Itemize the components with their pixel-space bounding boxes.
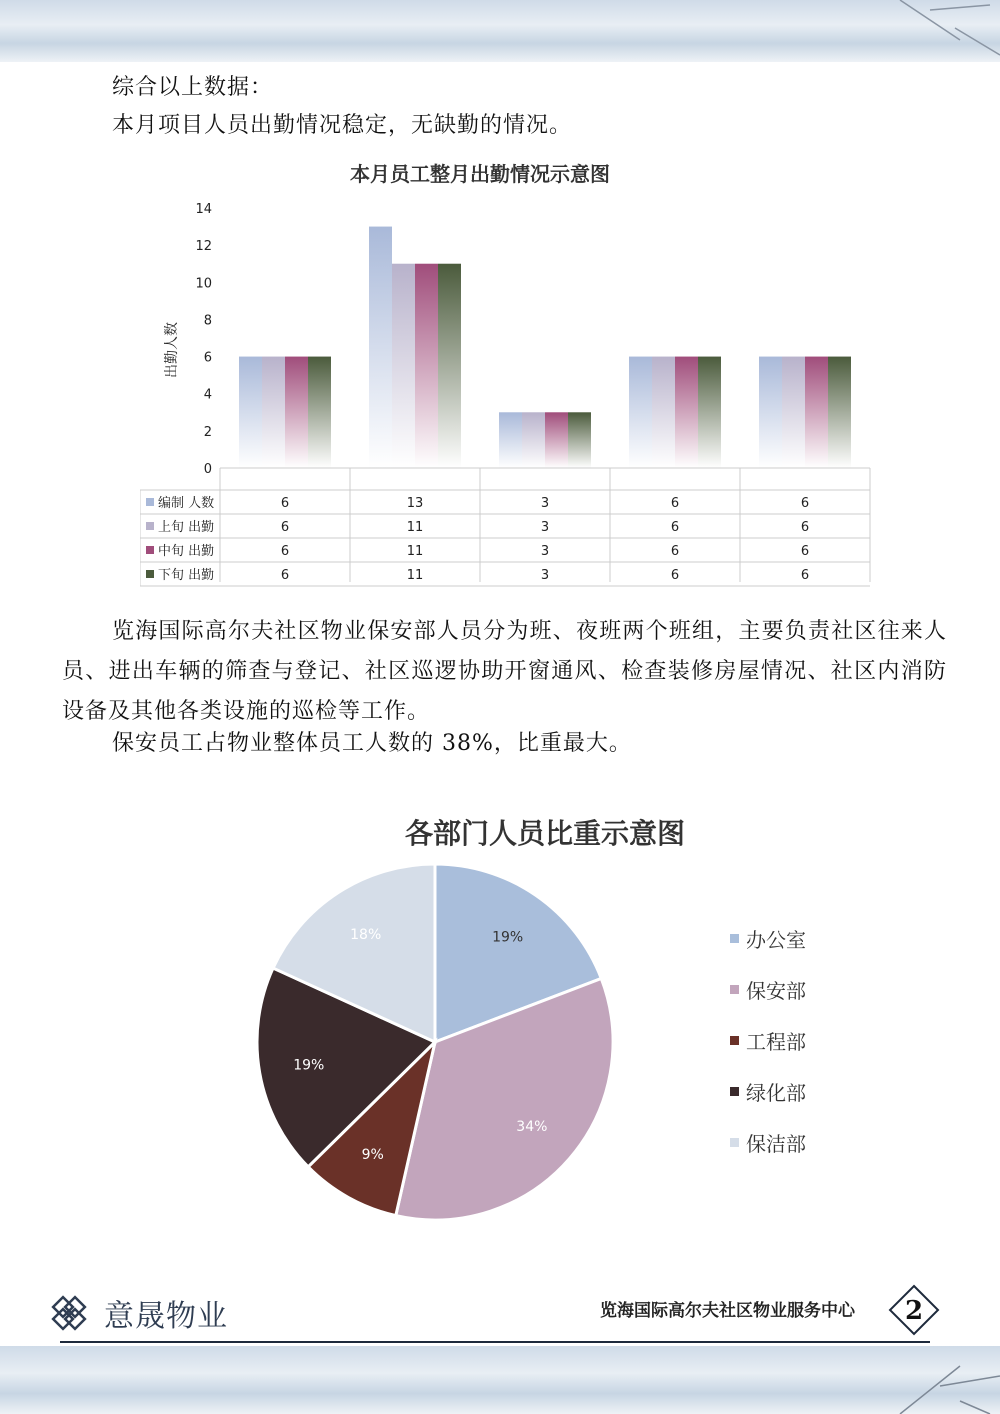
pie-legend-label-2: 工程部	[746, 1030, 806, 1054]
pie-legend-swatch-3	[730, 1087, 739, 1096]
data-label-2-2: 3	[540, 544, 550, 559]
y-tick-label: 0	[203, 462, 212, 477]
bar-3-3	[698, 357, 721, 468]
data-label-1-3: 6	[670, 520, 680, 535]
bar-1-3	[652, 357, 675, 468]
company-logo	[44, 1290, 228, 1336]
pie-slice-label-0: 19%	[492, 929, 524, 946]
pie-legend-label-4: 保洁部	[746, 1132, 806, 1156]
pie-legend-swatch-0	[730, 934, 739, 943]
legend-label-3: 下旬 出勤	[158, 568, 215, 583]
y-tick-label: 2	[203, 424, 212, 440]
bar-2-2	[545, 412, 568, 468]
bar-0-4	[759, 357, 782, 468]
bar-3-4	[828, 357, 851, 468]
legend-label-2: 中旬 出勤	[158, 544, 215, 559]
header-decoration-band	[0, 0, 1000, 62]
data-label-2-0: 6	[280, 544, 290, 559]
y-tick-label: 14	[195, 202, 212, 217]
footer-decoration-band	[0, 1346, 1000, 1414]
bar-2-4	[805, 357, 828, 468]
data-label-3-4: 6	[800, 568, 810, 583]
pie-legend-label-0: 办公室	[746, 928, 806, 952]
data-label-2-3: 6	[670, 544, 680, 559]
pie-slice-label-3: 19%	[293, 1057, 325, 1074]
data-label-1-1: 11	[406, 520, 424, 535]
pie-legend-swatch-4	[730, 1138, 739, 1147]
branch-decoration-icon	[0, 1346, 1000, 1414]
service-center-name: 览海国际高尔夫社区物业服务中心	[600, 1301, 855, 1321]
pie-chart-title: 各部门人员比重示意图	[404, 817, 685, 850]
bar-2-3	[675, 357, 698, 468]
pie-legend-swatch-1	[730, 985, 739, 994]
data-label-3-0: 6	[280, 568, 290, 583]
page-number-badge	[888, 1282, 948, 1342]
bar-1-1	[392, 264, 415, 468]
bar-0-0	[239, 357, 262, 468]
pie-legend-label-3: 绿化部	[746, 1081, 806, 1105]
data-label-0-0: 6	[280, 496, 290, 511]
bar-1-4	[782, 357, 805, 468]
y-tick-label: 10	[195, 276, 212, 292]
data-label-1-4: 6	[800, 520, 810, 535]
bar-2-0	[285, 357, 308, 468]
department-pie-chart	[240, 850, 840, 1240]
security-department-paragraph: 览海国际高尔夫社区物业保安部人员分为班、夜班两个班组，主要负责社区往来人员、进出车辆的筛查与登记、社区巡逻协助开窗通风、检查装修房屋情况、社区内消防设备及其他各类设施的巡检等工作。	[62, 619, 947, 724]
bar-2-1	[415, 264, 438, 468]
bar-chart-title: 本月员工整月出勤情况示意图	[350, 162, 610, 186]
data-label-1-2: 3	[540, 520, 550, 535]
bar-1-2	[522, 412, 545, 468]
bar-0-1	[369, 227, 392, 468]
y-axis-label: 出勤人数	[164, 322, 180, 378]
bar-3-0	[308, 357, 331, 468]
bar-1-0	[262, 357, 285, 468]
pie-legend-swatch-2	[730, 1036, 739, 1045]
footer-rule	[60, 1341, 930, 1343]
data-label-2-4: 6	[800, 544, 810, 559]
legend-label-0: 编制 人数	[158, 496, 215, 511]
intro-line-1: 综合以上数据：	[112, 75, 274, 100]
legend-swatch-2	[146, 546, 154, 554]
legend-swatch-0	[146, 498, 154, 506]
page-number: 2	[904, 1296, 924, 1326]
bar-3-1	[438, 264, 461, 468]
legend-swatch-3	[146, 570, 154, 578]
y-tick-label: 6	[203, 350, 212, 366]
data-label-0-1: 13	[406, 496, 424, 511]
data-label-0-2: 3	[540, 496, 550, 511]
pie-slice-label-1: 34%	[516, 1118, 548, 1135]
y-tick-label: 12	[195, 239, 212, 255]
y-tick-label: 8	[203, 313, 212, 329]
bar-3-2	[568, 412, 591, 468]
legend-swatch-1	[146, 522, 154, 530]
intro-line-2: 本月项目人员出勤情况稳定，无缺勤的情况。	[112, 113, 573, 138]
data-label-1-0: 6	[280, 520, 290, 535]
pie-slice-label-2: 9%	[361, 1146, 384, 1163]
data-label-3-2: 3	[540, 568, 550, 583]
data-label-3-1: 11	[406, 568, 424, 583]
data-label-2-1: 11	[406, 544, 424, 559]
attendance-bar-chart	[140, 190, 880, 590]
pie-slice-label-4: 18%	[350, 927, 382, 944]
branch-decoration-icon	[0, 0, 1000, 62]
y-tick-label: 4	[203, 387, 212, 403]
bar-0-3	[629, 357, 652, 468]
security-ratio-paragraph: 保安员工占物业整体员工人数的 38%，比重最大。	[112, 731, 632, 756]
data-label-3-3: 6	[670, 568, 680, 583]
company-brand-name: 意晟物业	[104, 1299, 228, 1334]
pie-legend-label-1: 保安部	[746, 979, 806, 1003]
data-label-0-4: 6	[800, 496, 810, 511]
legend-label-1: 上旬 出勤	[158, 520, 215, 535]
data-label-0-3: 6	[670, 496, 680, 511]
knot-logo-icon	[44, 1290, 94, 1336]
bar-0-2	[499, 412, 522, 468]
